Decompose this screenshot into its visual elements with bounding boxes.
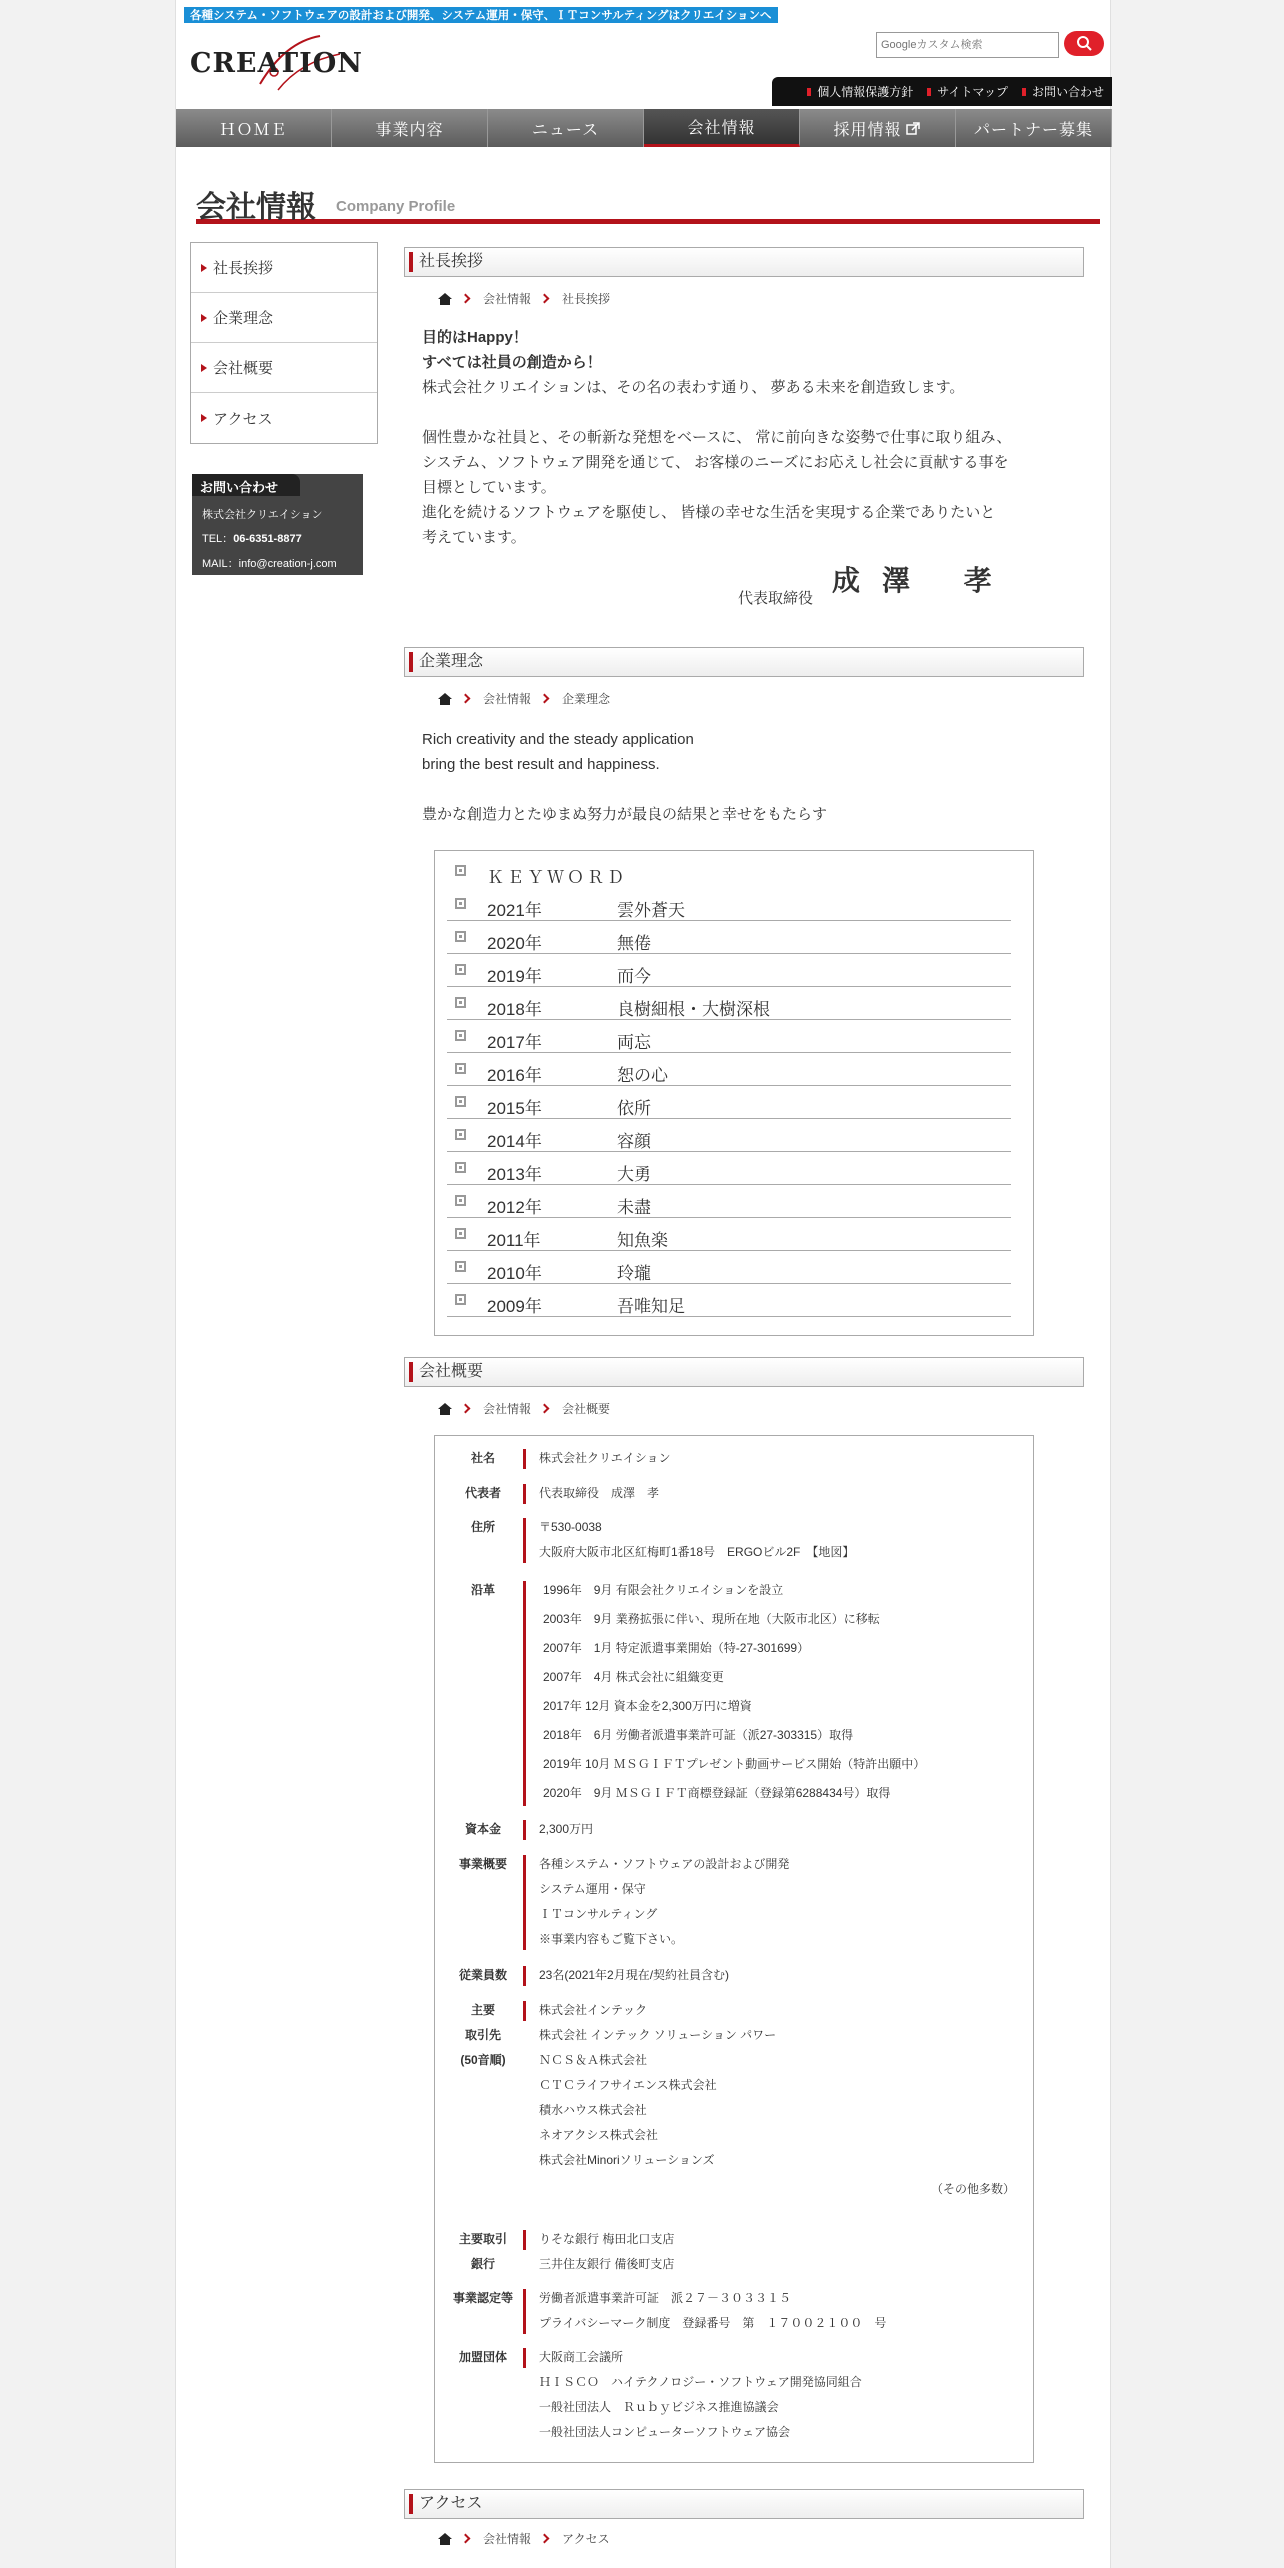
contact-tel: TEL：06-6351-8877: [202, 533, 302, 545]
label-history: 沿革: [470, 1583, 495, 1597]
keyword-year: 2012年: [487, 1198, 542, 1217]
greeting-line-4: 目標としています。: [422, 479, 556, 496]
label-capital: 資本金: [464, 1822, 501, 1836]
page-title-jp: 会社情報: [196, 191, 316, 224]
greeting-line-3: システム、ソフトウェア開発を通じて、 お客様のニーズにお応えし社会に貢献する事を: [422, 454, 1009, 471]
tagline: 各種システム・ソフトウェアの設計および開発、システム運用・保守、ＩＴコンサルティングはクリエイションへ: [184, 7, 778, 23]
greeting-line-5: 進化を続けるソフトウェアを駆使し、 皆様の幸せな生活を実現する企業でありたいと: [422, 504, 996, 521]
keyword-year: 2017年: [487, 1033, 542, 1052]
triangle-icon: [201, 264, 207, 272]
keyword-word: 両忘: [617, 1033, 651, 1052]
keyword-year: 2014年: [487, 1132, 542, 1151]
nav-company[interactable]: 会社情報: [644, 109, 800, 147]
value-staff: 23名(2021年2月現在/契約社員含む): [539, 1968, 730, 1982]
philosophy-en-2: bring the best result and happiness.: [422, 756, 660, 773]
value-company-name: 株式会社クリエイション: [539, 1451, 671, 1465]
keyword-row: [447, 1119, 1011, 1152]
nav-partner[interactable]: パートナー募集: [956, 109, 1112, 147]
keyword-word: 大勇: [617, 1165, 651, 1184]
association-item: 一般社団法人 Ｒｕｂｙビジネス推進協議会: [539, 2400, 779, 2414]
keyword-row: [447, 1218, 1011, 1251]
keyword-year: 2021年: [487, 901, 542, 920]
keyword-row: [447, 1020, 1011, 1053]
home-icon[interactable]: [438, 293, 452, 305]
business-item: システム運用・保守: [539, 1882, 646, 1896]
nav-business[interactable]: 事業内容: [332, 109, 488, 147]
section-overview-heading: 会社概要: [404, 1357, 1084, 1387]
bank-item: りそな銀行 梅田北口支店: [539, 2232, 675, 2246]
keyword-word: 良樹細根・大樹深根: [617, 1000, 770, 1019]
history-item: 2007年 4月 株式会社に組織変更: [543, 1670, 724, 1684]
sidebar-item-philosophy[interactable]: 企業理念: [191, 293, 377, 343]
home-icon[interactable]: [438, 2533, 452, 2545]
value-zip: 〒530-0038: [539, 1520, 602, 1534]
label-clients-2: 取引先: [464, 2028, 501, 2042]
history-item: 2017年 12月 資本金を2,300万円に増資: [543, 1699, 752, 1713]
keyword-row: [447, 888, 1011, 921]
keyword-row: [447, 1284, 1011, 1317]
label-business: 事業概要: [458, 1857, 507, 1871]
triangle-icon: [201, 414, 207, 422]
value-capital: 2,300万円: [539, 1822, 594, 1836]
breadcrumb: 会社情報 会社概要: [438, 1400, 610, 1417]
greeting-lead-1: 目的はHappy！: [422, 329, 528, 346]
page-title: [196, 180, 1100, 224]
label-clients-1: 主要: [470, 2003, 495, 2017]
keyword-year: 2018年: [487, 1000, 542, 1019]
contact-box: [192, 474, 363, 575]
keyword-year: 2011年: [487, 1231, 541, 1250]
contact-mail[interactable]: MAIL：info@creation-j.com: [202, 558, 337, 570]
keyword-word: 依所: [617, 1099, 651, 1118]
keyword-row: [447, 1185, 1011, 1218]
greeting-line-1: 株式会社クリエイションは、その名の表わす通り、 夢ある未来を創造致します。: [422, 379, 965, 396]
client-item: ＣＴＣライフサイエンス株式会社: [539, 2078, 717, 2092]
keyword-word: 吾唯知足: [617, 1297, 685, 1316]
page: [175, 0, 1111, 2568]
nav-home[interactable]: ＨＯＭＥ: [176, 109, 332, 147]
square-bullet-icon: [455, 1294, 466, 1305]
company-profile-table: [434, 1435, 1034, 2463]
triangle-icon: [201, 314, 207, 322]
greeting-line-2: 個性豊かな社員と、その斬新な発想をベースに、 常に前向きな姿勢で仕事に取り組み、: [422, 429, 1012, 446]
square-bullet-icon: [455, 1162, 466, 1173]
keyword-word: 容顔: [617, 1132, 651, 1151]
square-bullet-icon: [455, 898, 466, 909]
nav-news[interactable]: ニュース: [488, 109, 644, 147]
client-item: 株式会社インテック: [539, 2003, 648, 2017]
search-button[interactable]: [1064, 31, 1104, 56]
client-item: 積水ハウス株式会社: [539, 2103, 647, 2117]
square-bullet-icon: [455, 1129, 466, 1140]
keyword-year: 2020年: [487, 934, 542, 953]
square-bullet-icon: [455, 865, 466, 876]
keyword-row: [447, 1086, 1011, 1119]
section-philosophy-heading: 企業理念: [404, 647, 1084, 677]
contact-title: お問い合わせ: [192, 474, 300, 496]
keyword-row: [447, 1152, 1011, 1185]
association-item: ＨＩＳＣＯ ハイテクノロジー・ソフトウェア開発協同組合: [539, 2375, 862, 2389]
label-address: 住所: [470, 1520, 495, 1534]
history-item: 2007年 1月 特定派遣事業開始（特-27-301699）: [543, 1641, 810, 1655]
client-item: 株式会社 インテック ソリューション パワー: [539, 2028, 777, 2042]
label-bank-2: 銀行: [470, 2257, 495, 2271]
label-certifications: 事業認定等: [452, 2291, 513, 2305]
keyword-word: 未盡: [617, 1198, 651, 1217]
keyword-year: 2015年: [487, 1099, 542, 1118]
history-item: 2020年 9月 ＭＳＧＩＦＴ商標登録証（登録第6288434号）取得: [543, 1786, 891, 1800]
square-bullet-icon: [455, 1195, 466, 1206]
triangle-icon: [201, 364, 207, 372]
bullet-icon: [807, 88, 811, 96]
business-item: ※事業内容もご覧下さい。: [539, 1932, 684, 1946]
philosophy-en-1: Rich creativity and the steady application: [422, 731, 694, 748]
square-bullet-icon: [455, 997, 466, 1008]
square-bullet-icon: [455, 964, 466, 975]
home-icon[interactable]: [438, 693, 452, 705]
home-icon[interactable]: [438, 1403, 452, 1415]
keyword-row: [447, 1053, 1011, 1086]
business-item: 各種システム・ソフトウェアの設計および開発: [539, 1857, 790, 1871]
association-item: 大阪商工会議所: [539, 2350, 624, 2364]
keyword-word: 知魚楽: [617, 1231, 668, 1250]
keyword-word: 雲外蒼天: [617, 901, 685, 920]
nav-recruit[interactable]: 採用情報: [800, 109, 956, 147]
label-staff: 従業員数: [458, 1968, 507, 1982]
search-input[interactable]: [876, 32, 1059, 58]
signature-name: 成澤 孝: [832, 564, 1014, 597]
history-item: 2018年 6月 労働者派遣事業許可証（派27-303315）取得: [543, 1728, 854, 1742]
square-bullet-icon: [455, 1261, 466, 1272]
keyword-word: 恕の心: [617, 1066, 668, 1085]
util-link-contact[interactable]: お問い合わせ: [1022, 83, 1104, 100]
keyword-row: [447, 987, 1011, 1020]
logo-text: CREATION: [190, 48, 363, 79]
square-bullet-icon: [455, 1228, 466, 1239]
square-bullet-icon: [455, 931, 466, 942]
certification-item: プライバシーマーク制度 登録番号 第 １７００２１００ 号: [539, 2316, 887, 2330]
bank-item: 三井住友銀行 備後町支店: [539, 2257, 675, 2271]
util-link-privacy[interactable]: 個人情報保護方針: [807, 83, 913, 100]
breadcrumb: 会社情報 アクセス: [438, 2530, 610, 2547]
keyword-word: 而今: [617, 967, 651, 986]
value-representative: 代表取締役 成澤 孝: [539, 1486, 660, 1500]
keyword-year: 2019年: [487, 967, 542, 986]
global-nav: [176, 109, 1112, 147]
section-greeting-heading: 社長挨拶: [404, 247, 1084, 277]
signature-title: 代表取締役: [738, 590, 814, 607]
logo[interactable]: [190, 32, 362, 96]
keyword-title-row: ＫＥＹＷＯＲＤ: [447, 855, 1011, 888]
keyword-word: 玲瓏: [617, 1264, 651, 1283]
keyword-year: 2010年: [487, 1264, 542, 1283]
page-title-en: Company Profile: [336, 198, 456, 215]
breadcrumb: 会社情報 企業理念: [438, 690, 610, 707]
sidebar-item-overview[interactable]: 会社概要: [191, 343, 377, 393]
square-bullet-icon: [455, 1030, 466, 1041]
business-item: ＩＴコンサルティング: [539, 1907, 658, 1921]
utility-nav: [772, 77, 1112, 106]
certification-item: 労働者派遣事業許可証 派２７－３０３３１５: [539, 2291, 792, 2305]
square-bullet-icon: [455, 1063, 466, 1074]
history-item: 2019年 10月 ＭＳＧＩＦＴプレゼント動画サービス開始（特許出願中）: [543, 1757, 926, 1771]
keyword-year: 2016年: [487, 1066, 542, 1085]
label-company-name: 社名: [470, 1451, 495, 1465]
label-associations: 加盟団体: [458, 2350, 507, 2364]
keyword-row: [447, 954, 1011, 987]
square-bullet-icon: [455, 1096, 466, 1107]
sidebar-item-greeting[interactable]: 社長挨拶: [191, 243, 377, 293]
label-clients-3: (50音順): [460, 2053, 506, 2067]
greeting-lead-2: すべては社員の創造から！: [422, 354, 602, 371]
label-representative: 代表者: [464, 1486, 501, 1500]
search-icon: [1064, 31, 1104, 56]
section-access-heading: アクセス: [404, 2489, 1084, 2519]
clients-more: （その他多数）: [931, 2182, 1016, 2196]
association-item: 一般社団法人コンピューターソフトウェア協会: [539, 2425, 791, 2439]
keyword-row: [447, 1251, 1011, 1284]
history-item: 1996年 9月 有限会社クリエイションを設立: [543, 1583, 784, 1597]
keyword-word: 無倦: [617, 934, 651, 953]
contact-company: 株式会社クリエイション: [202, 509, 323, 521]
util-link-sitemap[interactable]: サイトマップ: [927, 83, 1008, 100]
greeting-line-6: 考えています。: [422, 529, 526, 546]
client-item: ネオアクシス株式会社: [539, 2128, 658, 2142]
keyword-row: [447, 921, 1011, 954]
history-item: 2003年 9月 業務拡張に伴い、現所在地（大阪市北区）に移転: [543, 1612, 880, 1626]
sidebar-nav: [190, 242, 378, 444]
keyword-box: [434, 850, 1034, 1336]
bullet-icon: [1022, 88, 1026, 96]
client-item: ＮＣＳ＆Ａ株式会社: [539, 2053, 648, 2067]
client-item: 株式会社Minoriソリューションズ: [539, 2153, 715, 2167]
keyword-year: 2013年: [487, 1165, 542, 1184]
value-address[interactable]: 大阪府大阪市北区紅梅町1番18号 ERGOビル2F 【地図】: [539, 1545, 855, 1559]
bullet-icon: [927, 88, 931, 96]
breadcrumb: 会社情報 社長挨拶: [438, 290, 610, 307]
keyword-year: 2009年: [487, 1297, 542, 1316]
sidebar-item-access[interactable]: アクセス: [191, 393, 377, 443]
label-bank-1: 主要取引: [458, 2232, 507, 2246]
philosophy-jp: 豊かな創造力とたゆまぬ努力が最良の結果と幸せをもたらす: [422, 806, 828, 823]
external-link-icon: [906, 121, 922, 135]
